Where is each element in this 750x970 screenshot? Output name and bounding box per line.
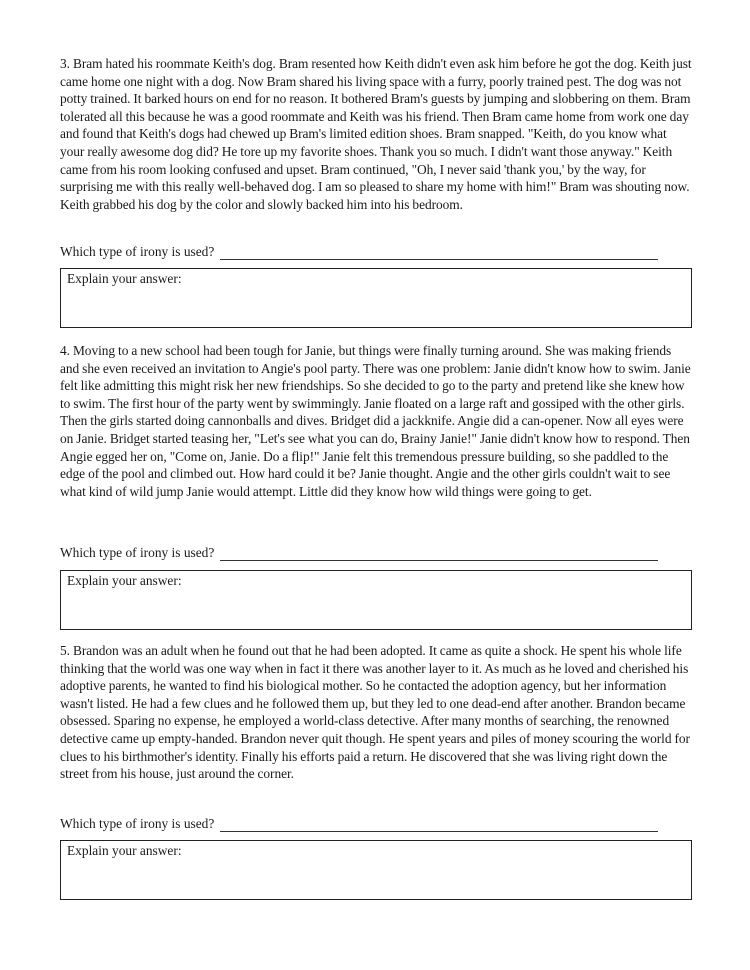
question-3-answer-line[interactable] bbox=[220, 244, 658, 260]
question-3-explain-box[interactable] bbox=[60, 268, 692, 328]
question-5-answer-line[interactable] bbox=[220, 816, 658, 832]
question-3-passage: 3. Bram hated his roommate Keith's dog. Bram resented how Keith didn't even ask him before he got the dog. Keith just came home one night with a dog. Now Bram shared his living space with a furry, poorly trained pest. The dog was not potty trained. It barked hours on end for no reason. It bothered Bram's guests by jumping and slobbering on them. Bram tolerated all this because he was a good roommate and Keith was his friend. Then Bram came home from work one day and found that Keith's dogs had chewed up Bram's limited edition shoes. Bram snapped. "Keith, do you know what your really awesome dog did? He tore up my favorite shoes. Thank you so much. I didn't want those anyway." Keith came from his room looking confused and upset. Bram continued, "Oh, I never said 'thank you,' by the way, for surprising me with this really well-behaved dog. I am so pleased to share my home with him!" Bram was shouting now. Keith grabbed his dog by the color and slowly backed him into his bedroom. bbox=[60, 56, 692, 212]
question-3-irony-row bbox=[60, 240, 692, 260]
question-5-explain-box[interactable] bbox=[60, 840, 692, 900]
question-4-answer-line[interactable] bbox=[220, 545, 658, 561]
question-4-explain-box[interactable] bbox=[60, 570, 692, 630]
question-3-irony-prompt: Which type of irony is used? bbox=[60, 244, 215, 259]
question-3-section bbox=[60, 55, 692, 286]
question-5-explain-label: Explain your answer: bbox=[67, 843, 182, 858]
question-4-section bbox=[60, 342, 692, 588]
question-4-irony-prompt: Which type of irony is used? bbox=[60, 545, 215, 560]
question-5-section bbox=[60, 642, 692, 858]
question-5-passage: 5. Brandon was an adult when he found out that he had been adopted. It came as quite a shock. He spent his whole life thinking that the world was one way when in fact it there was another layer to it. As much as he loved and cherished his adoptive parents, he wanted to find his biological mother. So he contacted the adoption agency, but her information wasn't listed. He had a few clues and he followed them up, but they led to one dead-end after another. Brandon became obsessed. Sparing no expense, he employed a world-class detective. After many months of searching, the renowned detective came up empty-handed. Brandon never quit though. He spent years and piles of money scouring the world for clues to his birthmother's identity. Finally his efforts paid a return. He discovered that she was living right down the street from his house, just around the corner. bbox=[60, 643, 690, 782]
question-5-irony-prompt: Which type of irony is used? bbox=[60, 816, 215, 831]
question-4-irony-row bbox=[60, 541, 692, 561]
question-5-irony-row bbox=[60, 812, 692, 832]
question-3-explain-label: Explain your answer: bbox=[67, 271, 182, 286]
question-4-explain-label: Explain your answer: bbox=[67, 573, 182, 588]
question-4-passage: 4. Moving to a new school had been tough for Janie, but things were finally turning around. She was making friends and she even received an invitation to Angie's pool party. There was one problem: Janie didn't know how to swim. Janie felt like admitting this might risk her new friendships. So she decided to go to the party and pretend like she knew how to swim. The first hour of the party went by swimmingly. Janie floated on a large raft and gossiped with the other girls. Then the girls started doing cannonballs and dives. Bridget did a jackknife. Angie did a can-opener. Now all eyes were on Janie. Bridget started teasing her, "Let's see what you can do, Brainy Janie!" Janie didn't know how to respond. Then Angie egged her on, "Come on, Janie. Do a flip!" Janie felt this tremendous pressure building, so she paddled to the edge of the pool and climbed out. How hard could it be? Janie thought. Angie and the other girls couldn't wait to see what kind of wild jump Janie would attempt. Little did they know how wild things were going to get. bbox=[60, 343, 691, 499]
